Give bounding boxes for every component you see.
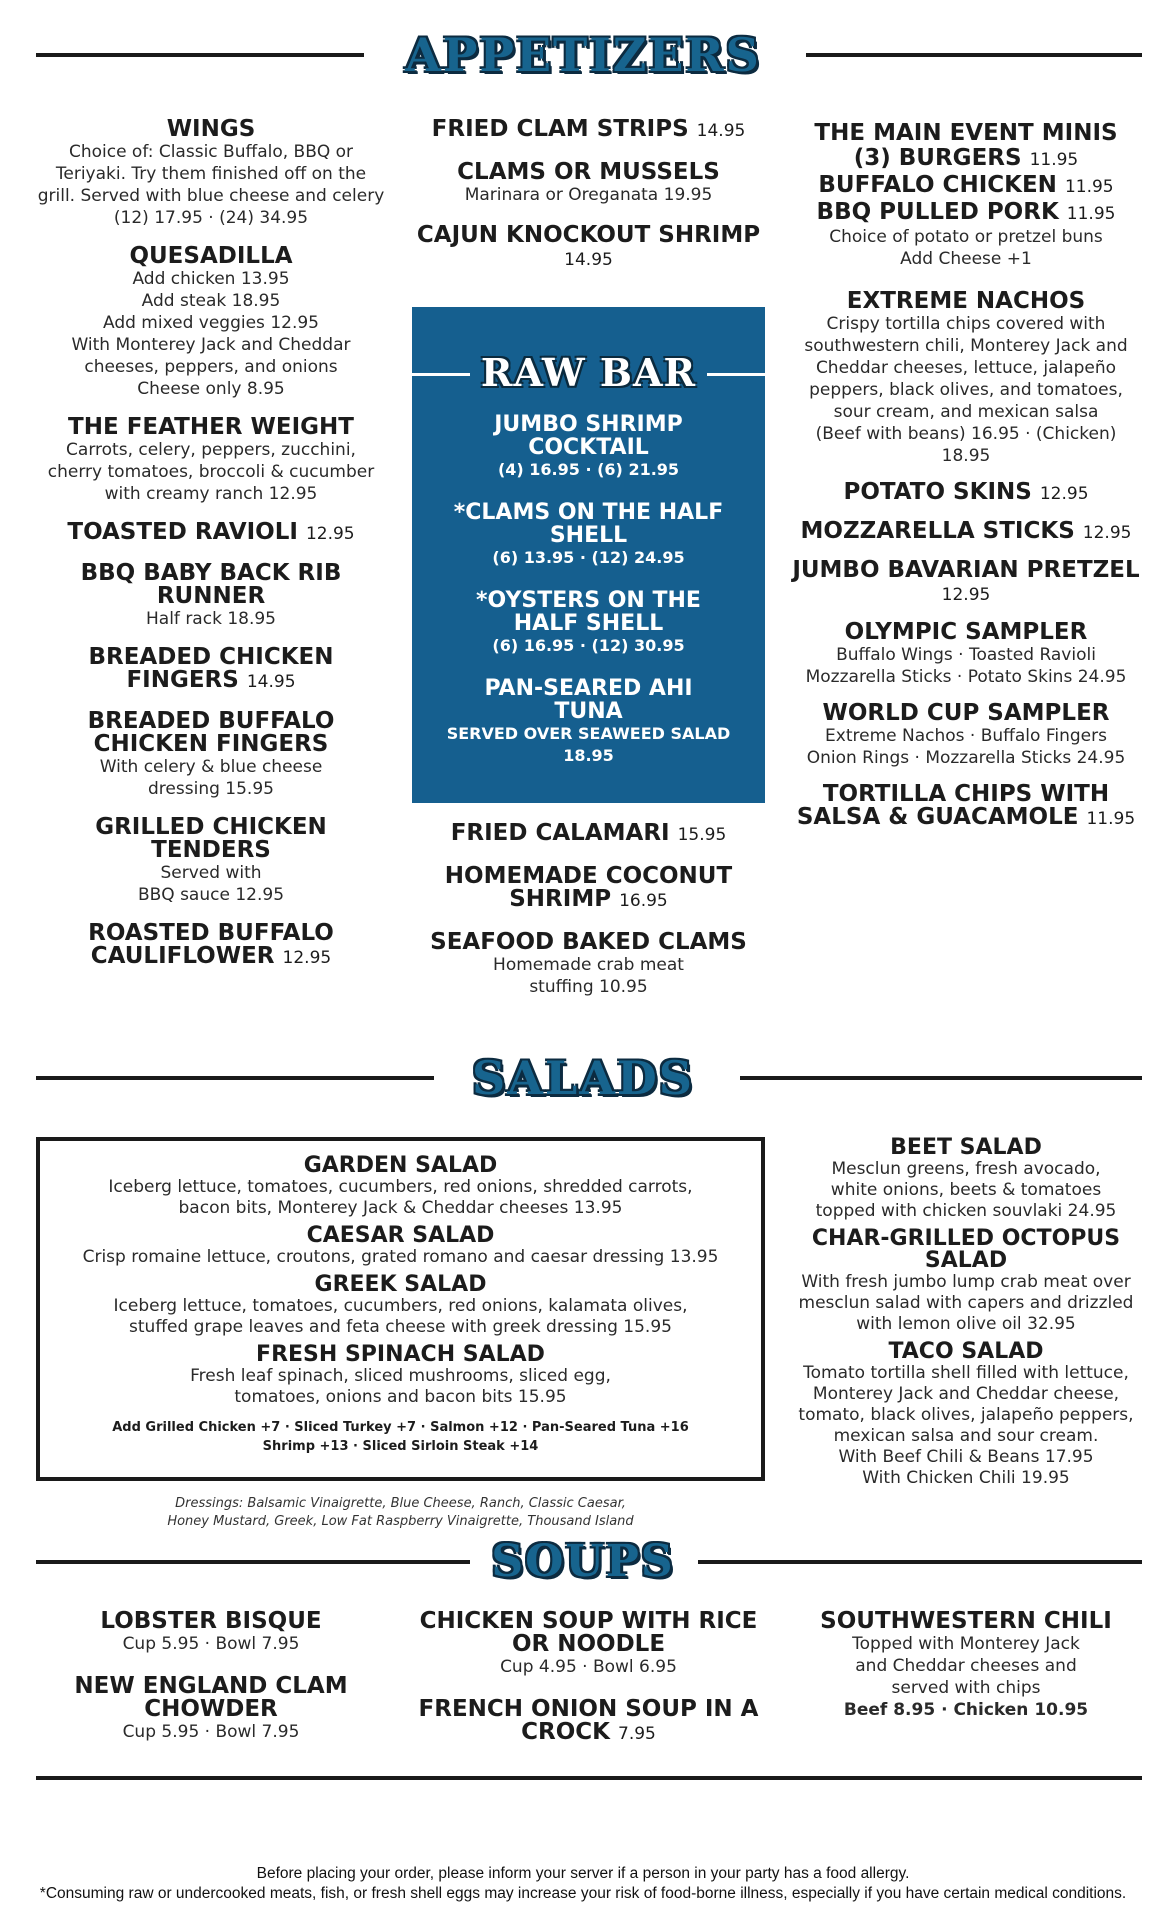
raw-item-price: SERVED OVER SEAWEED SALAD 18.95 — [446, 724, 731, 765]
allergy-notice: Before placing your order, please inform your server if a person in your party has a food allergy. — [256, 1865, 910, 1882]
item-description: Mozzarella Sticks · Potato Skins 24.95 — [805, 667, 1127, 687]
appetizers-col3 — [790, 122, 1142, 845]
menu-item — [40, 1225, 761, 1268]
raw-food-warning: *Consuming raw or undercooked meats, fish, or fresh shell eggs may increase your risk of food-borne illness, especially if you have certain medical conditions. — [39, 1885, 1127, 1902]
item-price: 7.95 — [618, 1724, 656, 1744]
item-title: FRIED CALAMARI — [450, 820, 670, 846]
item-title: ROASTED BUFFALO CAULIFLOWER — [88, 920, 334, 969]
dressings-line: Honey Mustard, Greek, Low Fat Raspberry Vinaigrette, Thousand Island — [167, 1514, 634, 1529]
item-name — [36, 118, 386, 141]
menu-item — [36, 245, 386, 400]
menu-item — [790, 1341, 1142, 1489]
soups-col2 — [412, 1610, 765, 1766]
item-title: MOZZARELLA STICKS — [800, 518, 1075, 544]
item-name — [412, 822, 765, 847]
item-description: Homemade crab meat — [493, 955, 684, 975]
item-description: Add mixed veggies 12.95 — [102, 313, 319, 333]
item-name — [790, 481, 1142, 506]
menu-item — [36, 1675, 386, 1743]
item-description: With Monterey Jack and Cheddar — [71, 335, 351, 355]
salads-box — [36, 1137, 765, 1481]
item-description: Cup 5.95 · Bowl 7.95 — [122, 1634, 300, 1654]
item-name — [412, 931, 765, 954]
item-description: served with chips — [891, 1678, 1041, 1698]
raw-item-name: *OYSTERS ON THE HALF SHELL — [476, 588, 701, 636]
item-description: cherry tomatoes, broccoli & cucumber — [47, 462, 375, 482]
addons-line: Shrimp +13 · Sliced Sirloin Steak +14 — [262, 1439, 539, 1454]
item-title: CHAR-GRILLED OCTOPUS SALAD — [811, 1226, 1121, 1273]
item-description: Monterey Jack and Cheddar cheese, — [812, 1384, 1120, 1404]
item-description: with creamy ranch 12.95 — [104, 484, 318, 504]
raw-item-price: (4) 16.95 · (6) 21.95 — [497, 460, 680, 479]
item-name — [790, 174, 1142, 199]
raw-rule-right — [707, 373, 765, 376]
item-description: Iceberg lettuce, tomatoes, cucumbers, red onions, shredded carrots, — [108, 1177, 693, 1197]
item-title: GARDEN SALAD — [303, 1153, 498, 1178]
item-description: Extreme Nachos · Buffalo Fingers — [825, 726, 1107, 746]
item-description: cheeses, peppers, and onions — [84, 357, 338, 377]
raw-bar-header — [412, 343, 765, 403]
item-description: southwestern chili, Monterey Jack and — [804, 336, 1128, 356]
item-title: NEW ENGLAND CLAM CHOWDER — [74, 1673, 348, 1722]
dressings-note — [36, 1495, 765, 1531]
item-name — [790, 702, 1142, 725]
item-name — [36, 816, 386, 862]
item-description: Add chicken 13.95 — [132, 269, 290, 289]
item-description: mexican salsa and sour cream. — [833, 1426, 1099, 1446]
item-description: Choice of: Classic Buffalo, BBQ or — [68, 142, 354, 162]
item-description: (Beef with beans) 16.95 · (Chicken) 18.95 — [815, 424, 1117, 466]
item-description: Topped with Monterey Jack — [852, 1634, 1080, 1654]
item-description: With fresh jumbo lump crab meat over — [801, 1272, 1131, 1292]
item-name — [790, 290, 1142, 313]
soups-header — [0, 1532, 1166, 1592]
item-name — [412, 224, 765, 272]
item-title: CHICKEN SOUP WITH RICE OR NOODLE — [419, 1608, 758, 1657]
item-description: Served with — [160, 863, 262, 883]
menu-item — [790, 559, 1142, 607]
section-title-appetizers: APPETIZERS — [405, 28, 761, 82]
item-price: 12.95 — [282, 948, 332, 968]
item-title: TORTILLA CHIPS WITH SALSA & GUACAMOLE — [796, 781, 1110, 830]
salads-header — [0, 1045, 1166, 1111]
raw-item-name: PAN-SEARED AHI TUNA — [484, 676, 693, 724]
item-name — [36, 245, 386, 268]
menu-item — [40, 1274, 761, 1338]
item-title: GRILLED CHICKEN TENDERS — [95, 814, 327, 863]
item-name — [790, 122, 1142, 145]
item-description: Add steak 18.95 — [141, 291, 281, 311]
item-name — [36, 521, 386, 546]
item-description: Cup 5.95 · Bowl 7.95 — [122, 1722, 300, 1742]
section-title-salads: SALADS — [471, 1051, 695, 1105]
item-title: JUMBO BAVARIAN PRETZEL — [792, 557, 1140, 583]
item-description: Marinara or Oreganata 19.95 — [464, 185, 713, 205]
menu-item — [790, 481, 1142, 506]
menu-item — [790, 702, 1142, 769]
item-title: TACO SALAD — [888, 1339, 1044, 1364]
item-description: mesclun salad with capers and drizzled — [798, 1293, 1134, 1313]
item-name — [790, 147, 1142, 172]
item-description: Choice of potato or pretzel buns — [829, 227, 1103, 247]
item-name — [36, 646, 386, 694]
item-price: 12.95 — [1082, 523, 1132, 543]
item-name — [36, 416, 386, 439]
item-title: SEAFOOD BAKED CLAMS — [430, 929, 747, 955]
raw-bar-items — [412, 413, 765, 767]
appetizers-header — [0, 22, 1166, 88]
item-description: Crispy tortilla chips covered with — [826, 314, 1106, 334]
menu-item — [36, 646, 386, 694]
menu-item — [790, 520, 1142, 545]
item-name — [36, 1675, 386, 1721]
item-price: 11.95 — [1066, 204, 1116, 224]
item-price: 12.95 — [305, 524, 355, 544]
item-description: tomatoes, onions and bacon bits 15.95 — [234, 1387, 567, 1407]
item-title: SOUTHWESTERN CHILI — [820, 1608, 1112, 1634]
menu-item — [412, 118, 765, 143]
menu-item — [412, 931, 765, 998]
header-rule-right — [740, 1076, 1142, 1080]
item-name — [40, 1225, 761, 1247]
item-title: GREEK SALAD — [314, 1272, 487, 1297]
menu-item — [790, 201, 1142, 270]
menu-item — [790, 290, 1142, 467]
item-name — [36, 1610, 386, 1633]
header-rule-right — [806, 53, 1142, 57]
raw-bar-panel — [412, 307, 765, 803]
item-description: stuffing 10.95 — [529, 977, 648, 997]
item-description: topped with chicken souvlaki 24.95 — [815, 1201, 1117, 1221]
item-description: BBQ sauce 12.95 — [137, 885, 285, 905]
menu-item — [790, 621, 1142, 688]
menu-item — [790, 122, 1142, 145]
item-name — [790, 1341, 1142, 1363]
item-title: BREADED CHICKEN FINGERS — [88, 644, 334, 693]
item-title: CLAMS OR MUSSELS — [457, 159, 720, 185]
item-name — [40, 1274, 761, 1296]
menu-item — [412, 161, 765, 206]
item-description: Cheddar cheeses, lettuce, jalapeño — [815, 358, 1117, 378]
item-price: 14.95 — [696, 121, 746, 141]
menu-item — [412, 224, 765, 272]
item-name — [412, 118, 765, 143]
item-name — [790, 1137, 1142, 1159]
item-title: FRESH SPINACH SALAD — [256, 1342, 545, 1367]
item-title: CAJUN KNOCKOUT SHRIMP — [416, 222, 761, 248]
menu-item — [790, 174, 1142, 199]
soups-col3 — [790, 1610, 1142, 1741]
menu-item — [790, 783, 1142, 831]
item-description: peppers, black olives, and tomatoes, — [809, 380, 1123, 400]
item-description: With Chicken Chili 19.95 — [862, 1468, 1070, 1488]
item-price: 11.95 — [1064, 177, 1114, 197]
item-description: Cup 4.95 · Bowl 6.95 — [500, 1657, 677, 1677]
item-description: Iceberg lettuce, tomatoes, cucumbers, red onions, kalamata olives, — [113, 1296, 688, 1316]
appetizers-col2-top — [412, 118, 765, 290]
salad-addons — [40, 1418, 761, 1456]
raw-bar-item — [412, 413, 765, 481]
dressings-line: Dressings: Balsamic Vinaigrette, Blue Cheese, Ranch, Classic Caesar, — [175, 1496, 626, 1511]
item-title: LOBSTER BISQUE — [100, 1608, 322, 1634]
item-title: WORLD CUP SAMPLER — [822, 700, 1110, 726]
menu-item — [36, 521, 386, 546]
item-price-line: Beef 8.95 · Chicken 10.95 — [843, 1700, 1089, 1720]
header-rule-right — [698, 1560, 1142, 1564]
soups-col1 — [36, 1610, 386, 1763]
appetizers-col2-bottom — [412, 822, 765, 1016]
item-description: Carrots, celery, peppers, zucchini, — [66, 440, 356, 460]
raw-bar-item — [412, 589, 765, 657]
bottom-rule — [36, 1776, 1142, 1780]
item-description: dressing 15.95 — [148, 779, 274, 799]
item-title: POTATO SKINS — [843, 479, 1032, 505]
item-description: Onion Rings · Mozzarella Sticks 24.95 — [806, 748, 1126, 768]
item-description: With Beef Chili & Beans 17.95 — [838, 1447, 1094, 1467]
appetizers-col1 — [36, 118, 386, 986]
item-title: QUESADILLA — [129, 243, 293, 269]
footer-note — [0, 1864, 1166, 1904]
menu-item — [40, 1344, 761, 1408]
item-description: Buffalo Wings · Toasted Ravioli — [836, 645, 1096, 665]
item-title: FRIED CLAM STRIPS — [431, 116, 689, 142]
item-description: sour cream, and mexican salsa — [833, 402, 1099, 422]
menu-item — [36, 710, 386, 800]
item-name — [412, 865, 765, 913]
item-title: BBQ BABY BACK RIB RUNNER — [80, 560, 342, 609]
raw-item-name: JUMBO SHRIMP COCKTAIL — [494, 412, 683, 460]
menu-item — [36, 118, 386, 229]
item-title: BUFFALO CHICKEN — [818, 172, 1057, 198]
item-title: THE MAIN EVENT MINIS — [814, 120, 1118, 146]
raw-item-price: (6) 13.95 · (12) 24.95 — [492, 548, 685, 567]
item-description: Add Cheese +1 — [900, 249, 1032, 269]
item-description: and Cheddar cheeses and — [855, 1656, 1077, 1676]
item-price: 12.95 — [941, 585, 991, 605]
menu-item — [36, 922, 386, 970]
item-name — [412, 1610, 765, 1656]
menu-item — [36, 816, 386, 906]
raw-rule-left — [412, 373, 470, 376]
salads-right-col — [790, 1137, 1142, 1495]
item-title: WINGS — [166, 116, 256, 142]
item-name — [790, 783, 1142, 831]
item-description: Crisp romaine lettuce, croutons, grated romano and caesar dressing 13.95 — [82, 1247, 719, 1267]
item-price: 16.95 — [619, 891, 668, 911]
menu-item — [40, 1155, 761, 1219]
item-name — [40, 1344, 761, 1366]
item-description: bacon bits, Monterey Jack & Cheddar cheeses 13.95 — [178, 1198, 623, 1218]
raw-bar-title: RAW BAR — [480, 350, 697, 395]
item-price: 14.95 — [246, 672, 296, 692]
item-price: 15.95 — [677, 825, 727, 845]
item-price: 14.95 — [564, 250, 613, 270]
item-description: Mesclun greens, fresh avocado, — [831, 1159, 1101, 1179]
menu-item — [412, 822, 765, 847]
menu-item — [790, 1610, 1142, 1721]
menu-item — [412, 865, 765, 913]
menu-item — [36, 1610, 386, 1655]
item-name — [36, 562, 386, 608]
item-name — [790, 1610, 1142, 1633]
item-description: with lemon olive oil 32.95 — [856, 1314, 1076, 1334]
item-name — [412, 161, 765, 184]
item-title: OLYMPIC SAMPLER — [844, 619, 1088, 645]
menu-item — [36, 562, 386, 630]
item-name — [412, 1698, 765, 1746]
item-name — [790, 621, 1142, 644]
item-description: (12) 17.95 · (24) 34.95 — [113, 208, 309, 228]
addons-line: Add Grilled Chicken +7 · Sliced Turkey +7 · Salmon +12 · Pan-Seared Tuna +16 — [112, 1420, 689, 1435]
item-name — [790, 1228, 1142, 1272]
item-price: 11.95 — [1086, 809, 1136, 829]
item-title: THE FEATHER WEIGHT — [68, 414, 354, 440]
item-description: grill. Served with blue cheese and celery — [37, 186, 385, 206]
item-title: BREADED BUFFALO CHICKEN FINGERS — [87, 708, 335, 757]
item-name — [790, 201, 1142, 226]
item-title: BEET SALAD — [890, 1135, 1042, 1160]
item-name — [790, 520, 1142, 545]
item-description: Cheese only 8.95 — [137, 379, 285, 399]
item-title: EXTREME NACHOS — [846, 288, 1086, 314]
section-title-soups: SOUPS — [491, 1536, 675, 1587]
item-name — [790, 559, 1142, 607]
item-name — [36, 710, 386, 756]
item-description: Tomato tortilla shell filled with lettuce, — [803, 1363, 1129, 1383]
item-description: Fresh leaf spinach, sliced mushrooms, sliced egg, — [190, 1366, 611, 1386]
item-description: Half rack 18.95 — [146, 609, 276, 629]
raw-item-name: *CLAMS ON THE HALF SHELL — [453, 500, 724, 548]
item-title: (3) BURGERS — [853, 145, 1022, 171]
raw-bar-item — [412, 501, 765, 569]
raw-item-price: (6) 16.95 · (12) 30.95 — [492, 636, 685, 655]
menu-item — [790, 1228, 1142, 1335]
item-description: Teriyaki. Try them finished off on the — [55, 164, 367, 184]
item-description: white onions, beets & tomatoes — [830, 1180, 1102, 1200]
raw-bar-item — [412, 677, 765, 767]
item-name — [36, 922, 386, 970]
item-title: TOASTED RAVIOLI — [67, 519, 298, 545]
menu-item — [790, 1137, 1142, 1222]
item-description: With celery & blue cheese — [99, 757, 323, 777]
item-title: BBQ PULLED PORK — [816, 199, 1059, 225]
menu-item — [790, 147, 1142, 172]
item-description: tomato, black olives, jalapeño peppers, — [798, 1405, 1134, 1425]
item-title: CAESAR SALAD — [306, 1223, 495, 1248]
item-title: FRENCH ONION SOUP IN A CROCK — [418, 1696, 759, 1745]
item-description: stuffed grape leaves and feta cheese with greek dressing 15.95 — [129, 1317, 672, 1337]
item-title: HOMEMADE COCONUT SHRIMP — [444, 863, 733, 912]
item-price: 12.95 — [1039, 484, 1089, 504]
menu-item — [412, 1610, 765, 1678]
item-name — [40, 1155, 761, 1177]
menu-item — [36, 416, 386, 505]
item-price: 11.95 — [1029, 150, 1079, 170]
menu-item — [412, 1698, 765, 1746]
